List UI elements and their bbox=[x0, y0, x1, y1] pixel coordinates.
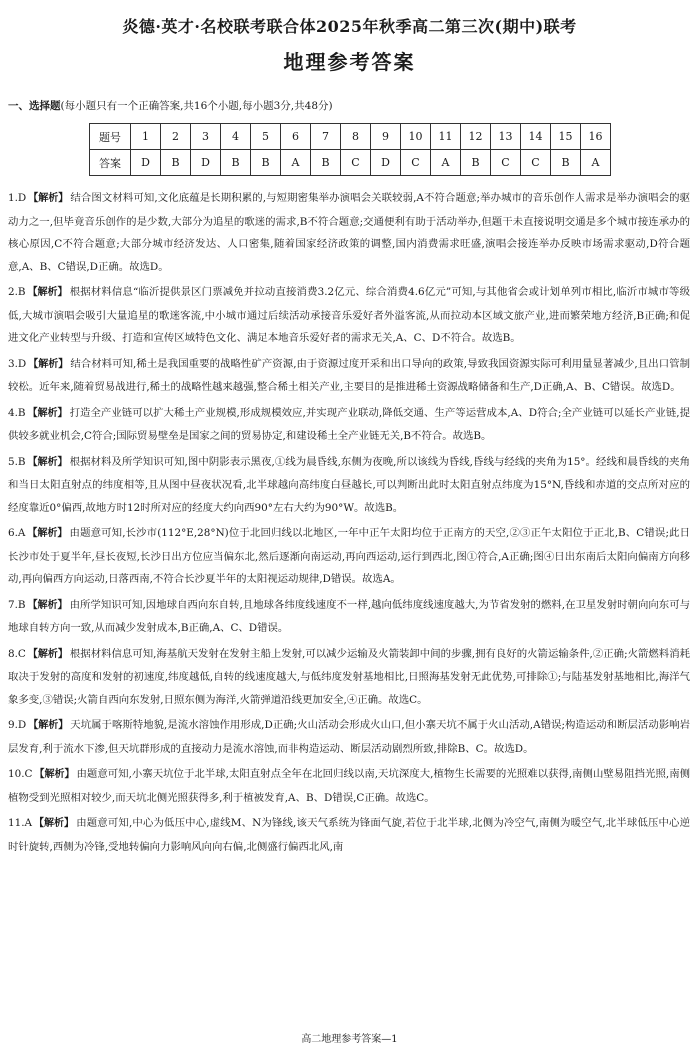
question-number-cell: 15 bbox=[551, 124, 581, 150]
answer-table bbox=[89, 123, 611, 176]
section-note: (每小题只有一个正确答案,共16个小题,每小题3分,共48分) bbox=[60, 100, 333, 112]
question-number-cell: 1 bbox=[131, 124, 161, 150]
analysis-text: 根据材料及所学知识可知,图中阴影表示黑夜,①线为晨昏线,东侧为夜晚,所以该线为昏线,昏线与经线的夹角为15°。经线和晨昏线的夹角和当日太阳直射点的纬度相等,且从图中昼夜状况看,北半球越向高纬度白昼越长,可以判断出此时太阳直射点纬度为15°N,昏线和赤道的交点所对应的经度靠近0°偏西,故地方时12时所对应的经度大约向西90°左右大约为90°W。故选B。 bbox=[8, 455, 690, 514]
answer-cell: D bbox=[371, 150, 401, 176]
answer-key-title: 地理参考答案 bbox=[283, 50, 416, 74]
answer-cell: B bbox=[551, 150, 581, 176]
analysis-tag: 【解析】 bbox=[34, 769, 75, 780]
question-number-cell: 12 bbox=[461, 124, 491, 150]
analysis-item bbox=[8, 812, 690, 858]
item-number: 4.B bbox=[8, 406, 26, 419]
answer-cell: B bbox=[161, 150, 191, 176]
question-number-cell: 6 bbox=[281, 124, 311, 150]
analysis-tag: 【解析】 bbox=[27, 456, 68, 468]
analysis-text: 结合图文材料可知,文化底蕴是长期积累的,与短期密集举办演唱会关联较弱,A不符合题意;举办城市的音乐创作人需求是举办演唱会的驱动力之一,但毕竟音乐创作的是少数,大部分为追星的歌迷的需求,B不符合题意;交通便利有助于活动举办,但题干未直接说明交通是多个城市接连承办的核心原因,C不符合题意;大部分城市经济发达、人口密集,随着国家经济政策的调整,国内消费需求旺盛,演唱会接连举办反映市场需求驱动,D符合题意,A、B、C错误,D正确。故选D。 bbox=[8, 192, 690, 273]
analysis-item bbox=[8, 281, 690, 350]
question-number-cell: 3 bbox=[191, 124, 221, 150]
answer-row-label: 答案 bbox=[90, 150, 131, 176]
question-number-cell: 10 bbox=[401, 124, 431, 150]
answer-cell: B bbox=[221, 150, 251, 176]
analysis-text: 根据材料信息“临沂提供景区门票减免并拉动直接消费3.2亿元、综合消费4.6亿元”可知,与其他省会或计划单列市相比,临沂市城市等级低,大城市演唱会吸引大量追星的歌迷客流,中小城市通过后续活动承接音乐爱好者外溢客流,从而拉动本区域文旅产业,进而繁荣地方经济,B正确;和促进文化产业转型与升级、打造和宣传区域特色文化、满足本地音乐爱好者的需求无关,A、C、D不符合。故选B。 bbox=[8, 286, 690, 344]
item-number: 9.D bbox=[8, 719, 27, 731]
analysis-item bbox=[8, 522, 690, 591]
analysis-item bbox=[8, 187, 690, 278]
question-number-cell: 8 bbox=[341, 124, 371, 150]
answer-cell: C bbox=[401, 150, 431, 176]
analysis-text: 由所学知识可知,因地球自西向东自转,且地球各纬度线速度不一样,越向低纬度线速度越大,为节省发射的燃料,在卫星发射时朝向向东可与地球自转方向一致,从而减少发射成本,B正确,A、C、D错误。 bbox=[8, 598, 690, 634]
answer-cell: B bbox=[251, 150, 281, 176]
analysis-item bbox=[8, 594, 690, 640]
answer-cell: C bbox=[521, 150, 551, 176]
answer-cell: C bbox=[491, 150, 521, 176]
analysis-tag: 【解析】 bbox=[27, 407, 68, 419]
analysis-tag: 【解析】 bbox=[27, 528, 68, 539]
answer-cell: D bbox=[191, 150, 221, 176]
question-number-row bbox=[90, 124, 611, 150]
section-label: 一、选择题 bbox=[8, 100, 61, 112]
question-number-cell: 5 bbox=[251, 124, 281, 150]
question-row-label: 题号 bbox=[90, 124, 131, 150]
analysis-tag: 【解析】 bbox=[28, 358, 69, 370]
answer-cell: A bbox=[581, 150, 611, 176]
item-number: 11.A bbox=[8, 817, 33, 829]
analysis-text: 天坑属于喀斯特地貌,是流水溶蚀作用形成,D正确;火山活动会形成火山口,但小寨天坑不属于火山活动,A错误;构造运动和断层活动影响岩层发育,利于流水下渗,但天坑群形成的直接动力是流水溶蚀,而非构造运动、断层活动剧烈所致,排除B、C。故选D。 bbox=[8, 719, 690, 755]
answer-cell: D bbox=[131, 150, 161, 176]
analysis-list bbox=[8, 187, 690, 861]
item-number: 10.C bbox=[8, 768, 33, 780]
question-number-cell: 2 bbox=[161, 124, 191, 150]
analysis-item bbox=[8, 643, 690, 712]
question-number-cell: 7 bbox=[311, 124, 341, 150]
question-number-cell: 4 bbox=[221, 124, 251, 150]
item-number: 3.D bbox=[8, 357, 27, 370]
analysis-text: 由题意可知,长沙市(112°E,28°N)位于北回归线以北地区,一年中正午太阳均位于正南方的天空,②③正午太阳位于正北,B、C错误;此日长沙市处于夏半年,昼长夜短,长沙日出方位应当偏东北,然后逐渐向南运动,再向西运动,运行到西北,图①符合,A正确;图④日出东南后太阳向偏南方向移动,再向偏西方向运动,日落西南,不符合长沙夏半年的太阳视运动规律,D错误。故选A。 bbox=[8, 527, 690, 585]
answer-cell: B bbox=[461, 150, 491, 176]
answer-cell: A bbox=[431, 150, 461, 176]
answer-row bbox=[90, 150, 611, 176]
analysis-item bbox=[8, 451, 690, 520]
page-footer: 高二地理参考答案—1 bbox=[301, 1034, 398, 1045]
analysis-text: 由题意可知,中心为低压中心,虚线M、N为锋线,该天气系统为锋面气旋,若位于北半球,北侧为冷空气,南侧为暖空气,北半球低压中心逆时针旋转,西侧为冷锋,受地转偏向力影响风向向右偏,北侧盛行偏西北风,南 bbox=[8, 817, 690, 853]
analysis-text: 根据材料信息可知,海基航天发射在发射主船上发射,可以减少运输及火箭装卸中间的步骤,拥有良好的火箭运输条件,②正确;火箭燃料消耗取决于发射的高度和发射的初速度,纬度越低,自转的线速度越大,与低纬度发射基地相比,日照海基发射无此优势,可排除①;与陆基发射基地相比,海洋气象多变,③错误;火箭自西向东发射,日照东侧为海洋,火箭弹道沿线更加安全,④正确。故选C。 bbox=[8, 647, 690, 706]
item-number: 8.C bbox=[8, 647, 26, 660]
answer-cell: A bbox=[281, 150, 311, 176]
answer-cell: B bbox=[311, 150, 341, 176]
item-number: 2.B bbox=[8, 286, 26, 298]
analysis-text: 打造全产业链可以扩大稀土产业规模,形成规模效应,并实现产业联动,降低交通、生产等运营成本,A、D符合;全产业链可以延长产业链,提供较多就业机会,C符合;国际贸易壁垒是国家之间的贸易协定,和建设稀土全产业链无关,B不符合。故选B。 bbox=[8, 406, 690, 442]
analysis-tag: 【解析】 bbox=[28, 193, 69, 204]
analysis-tag: 【解析】 bbox=[28, 720, 69, 731]
question-number-cell: 14 bbox=[521, 124, 551, 150]
question-number-cell: 13 bbox=[491, 124, 521, 150]
analysis-item bbox=[8, 763, 690, 809]
question-number-cell: 9 bbox=[371, 124, 401, 150]
question-number-cell: 11 bbox=[431, 124, 461, 150]
exam-title: 炎德·英才·名校联考联合体2025年秋季高二第三次(期中)联考 bbox=[122, 17, 577, 36]
item-number: 1.D bbox=[8, 192, 27, 204]
item-number: 5.B bbox=[8, 455, 26, 468]
analysis-text: 由题意可知,小寨天坑位于北半球,太阳直射点全年在北回归线以南,天坑深度大,植物生长需要的光照难以获得,南侧山壁易阻挡光照,南侧植物受到光照相对较少,而天坑北侧光照获得多,利于植被发育,A、B、D错误,C正确。故选C。 bbox=[8, 768, 690, 804]
analysis-tag: 【解析】 bbox=[27, 599, 68, 611]
item-number: 6.A bbox=[8, 527, 26, 539]
item-number: 7.B bbox=[8, 598, 26, 611]
section-heading bbox=[8, 98, 333, 113]
analysis-tag: 【解析】 bbox=[27, 648, 68, 660]
answer-cell: C bbox=[341, 150, 371, 176]
analysis-item bbox=[8, 353, 690, 399]
question-number-cell: 16 bbox=[581, 124, 611, 150]
analysis-tag: 【解析】 bbox=[34, 818, 75, 829]
analysis-tag: 【解析】 bbox=[27, 287, 68, 298]
analysis-item bbox=[8, 402, 690, 448]
analysis-item bbox=[8, 714, 690, 760]
analysis-text: 结合材料可知,稀土是我国重要的战略性矿产资源,由于资源过度开采和出口导向的政策,导致我国资源实际可利用量显著减少,且出口管制较松。近年来,随着贸易战进行,稀土的战略性越来越强,整合稀土相关产业,主要目的是推进稀土资源战略储备和生产,D正确,A、B、C错误。故选D。 bbox=[8, 357, 690, 393]
